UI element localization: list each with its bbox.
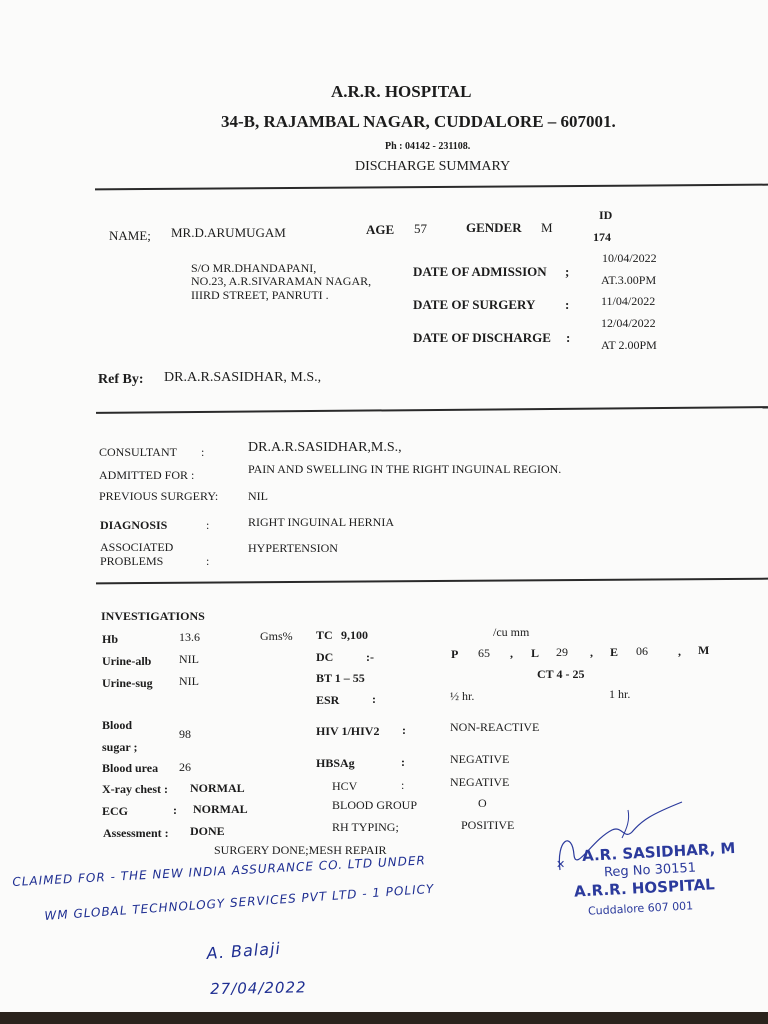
xray-value: NORMAL <box>190 781 245 795</box>
hiv-separator: : <box>402 723 406 737</box>
tc-unit: /cu mm <box>493 625 530 639</box>
blood-urea-label: Blood urea <box>102 761 159 775</box>
hbsag-value: NEGATIVE <box>450 752 510 766</box>
blood-urea-value: 26 <box>179 760 191 774</box>
esr-one-hour: 1 hr. <box>609 687 631 701</box>
hbsag-label: HBSAg <box>316 756 355 770</box>
admission-separator: ; <box>565 264 570 279</box>
urine-alb-value: NIL <box>179 652 199 666</box>
diagnosis-separator: : <box>206 518 210 532</box>
hb-label: Hb <box>102 632 119 646</box>
surgery-date-separator: : <box>565 297 570 312</box>
admission-date: 10/04/2022 <box>602 251 657 265</box>
ecg-separator: : <box>173 803 177 817</box>
urine-sug-label: Urine-sug <box>102 676 153 690</box>
ecg-value: NORMAL <box>193 802 248 816</box>
handwritten-date: 27/04/2022 <box>210 978 307 998</box>
admitted-for-label: ADMITTED FOR : <box>99 468 195 482</box>
handwritten-claim-line-2: WM GLOBAL TECHNOLOGY SERVICES PVT LTD - 1 POLICY <box>44 881 435 923</box>
dc-e-value: 06 <box>636 644 648 658</box>
ref-by-label: Ref By: <box>98 372 144 387</box>
associated-label-1: ASSOCIATED <box>100 540 174 554</box>
blood-sugar-label-1: Blood <box>102 718 133 732</box>
surgery-date: 11/04/2022 <box>601 294 656 308</box>
dc-comma-3: , <box>678 644 681 658</box>
hb-value: 13.6 <box>179 630 200 644</box>
bt-value: BT 1 – 55 <box>316 671 365 685</box>
dc-separator: :- <box>366 650 374 664</box>
document-title: DISCHARGE SUMMARY <box>355 159 511 174</box>
dc-e-label: E <box>610 645 619 659</box>
hb-unit: Gms% <box>260 629 293 643</box>
hiv-value: NON-REACTIVE <box>450 720 540 734</box>
page-bottom-edge <box>0 1012 768 1024</box>
handwritten-claim-line-1: CLAIMED FOR - THE NEW INDIA ASSURANCE CO. LTD UNDER <box>12 853 427 889</box>
dc-comma-1: , <box>510 646 513 660</box>
stamp-reg: Reg No 30151 <box>603 860 697 881</box>
address-line-2: NO.23, A.R.SIVARAMAN NAGAR, <box>191 274 372 288</box>
esr-half-hour: ½ hr. <box>450 689 475 703</box>
surgery-date-label: DATE OF SURGERY <box>413 297 536 312</box>
id-label: ID <box>599 208 613 222</box>
dc-p-value: 65 <box>478 646 490 660</box>
associated-separator: : <box>206 554 210 568</box>
discharge-separator: : <box>566 330 571 345</box>
assessment-label: Assessment : <box>103 826 169 840</box>
name-label: NAME; <box>109 228 151 243</box>
handwritten-signature: A. Balaji <box>206 938 282 963</box>
discharge-date: 12/04/2022 <box>601 316 656 330</box>
associated-value: HYPERTENSION <box>248 541 338 555</box>
previous-surgery-label: PREVIOUS SURGERY: <box>99 489 219 503</box>
id-value: 174 <box>593 230 611 244</box>
associated-label-2: PROBLEMS <box>100 554 164 568</box>
gender-value: M <box>541 220 553 235</box>
hospital-phone: Ph : 04142 - 231108. <box>385 141 471 152</box>
blood-sugar-value: 98 <box>179 727 191 741</box>
dc-p-label: P <box>451 647 459 661</box>
assessment-value: DONE <box>190 824 225 838</box>
consultant-label: CONSULTANT <box>99 445 177 459</box>
hospital-address: 34-B, RAJAMBAL NAGAR, CUDDALORE – 607001. <box>221 112 616 131</box>
esr-label: ESR <box>316 693 340 707</box>
previous-surgery-value: NIL <box>248 489 268 503</box>
admitted-for-value: PAIN AND SWELLING IN THE RIGHT INGUINAL REGION. <box>248 462 562 476</box>
dc-l-label: L <box>531 646 540 660</box>
admission-label: DATE OF ADMISSION <box>413 264 547 279</box>
ct-value: CT 4 - 25 <box>537 667 585 681</box>
consultant-separator: : <box>201 445 205 459</box>
esr-separator: : <box>372 692 376 706</box>
diagnosis-label: DIAGNOSIS <box>100 518 168 532</box>
patient-name: MR.D.ARUMUGAM <box>171 225 286 240</box>
blood-group-label: BLOOD GROUP <box>332 798 418 812</box>
hbsag-separator: : <box>401 755 405 769</box>
hospital-name: A.R.R. HOSPITAL <box>331 82 472 101</box>
clinical-divider <box>96 578 768 585</box>
stamp-hospital: A.R.R. HOSPITAL <box>573 875 716 901</box>
rh-typing-label: RH TYPING; <box>332 820 399 834</box>
address-line-3: IIIRD STREET, PANRUTI . <box>191 288 329 302</box>
age-label: AGE <box>366 222 395 237</box>
hiv-label: HIV 1/HIV2 <box>316 724 380 738</box>
hcv-value: NEGATIVE <box>450 775 510 789</box>
investigations-title: INVESTIGATIONS <box>101 609 205 623</box>
urine-alb-label: Urine-alb <box>102 654 152 668</box>
diagnosis-value: RIGHT INGUINAL HERNIA <box>248 515 394 529</box>
dc-label: DC <box>316 650 334 664</box>
stamp-mark-icon: ✕ <box>556 858 566 871</box>
blood-sugar-label-2: sugar ; <box>102 740 138 754</box>
ref-by-value: DR.A.R.SASIDHAR, M.S., <box>164 370 322 385</box>
header-divider <box>95 184 768 191</box>
address-line-1: S/O MR.DHANDAPANI, <box>191 261 317 275</box>
surgery-note: SURGERY DONE;MESH REPAIR <box>214 843 387 857</box>
hcv-label: HCV <box>332 779 358 793</box>
xray-label: X-ray chest : <box>102 782 168 796</box>
gender-label: GENDER <box>466 220 522 235</box>
admission-time: AT.3.00PM <box>601 273 657 287</box>
blood-group-value: O <box>478 796 487 810</box>
consultant-value: DR.A.R.SASIDHAR,M.S., <box>248 440 402 455</box>
tc-label: TC <box>316 628 333 642</box>
stamp-doctor: A.R. SASIDHAR, M <box>581 838 736 866</box>
patient-divider <box>96 406 768 414</box>
hcv-separator: : <box>401 778 405 792</box>
dc-comma-2: , <box>590 645 593 659</box>
rh-typing-value: POSITIVE <box>461 818 515 832</box>
tc-value: 9,100 <box>341 628 368 642</box>
urine-sug-value: NIL <box>179 674 199 688</box>
ecg-label: ECG <box>102 804 129 818</box>
discharge-label: DATE OF DISCHARGE <box>413 330 551 345</box>
stamp-city: Cuddalore 607 001 <box>587 899 694 918</box>
dc-l-value: 29 <box>556 645 568 659</box>
dc-m-label: M <box>698 643 710 657</box>
age-value: 57 <box>414 221 427 236</box>
discharge-time: AT 2.00PM <box>601 338 657 352</box>
